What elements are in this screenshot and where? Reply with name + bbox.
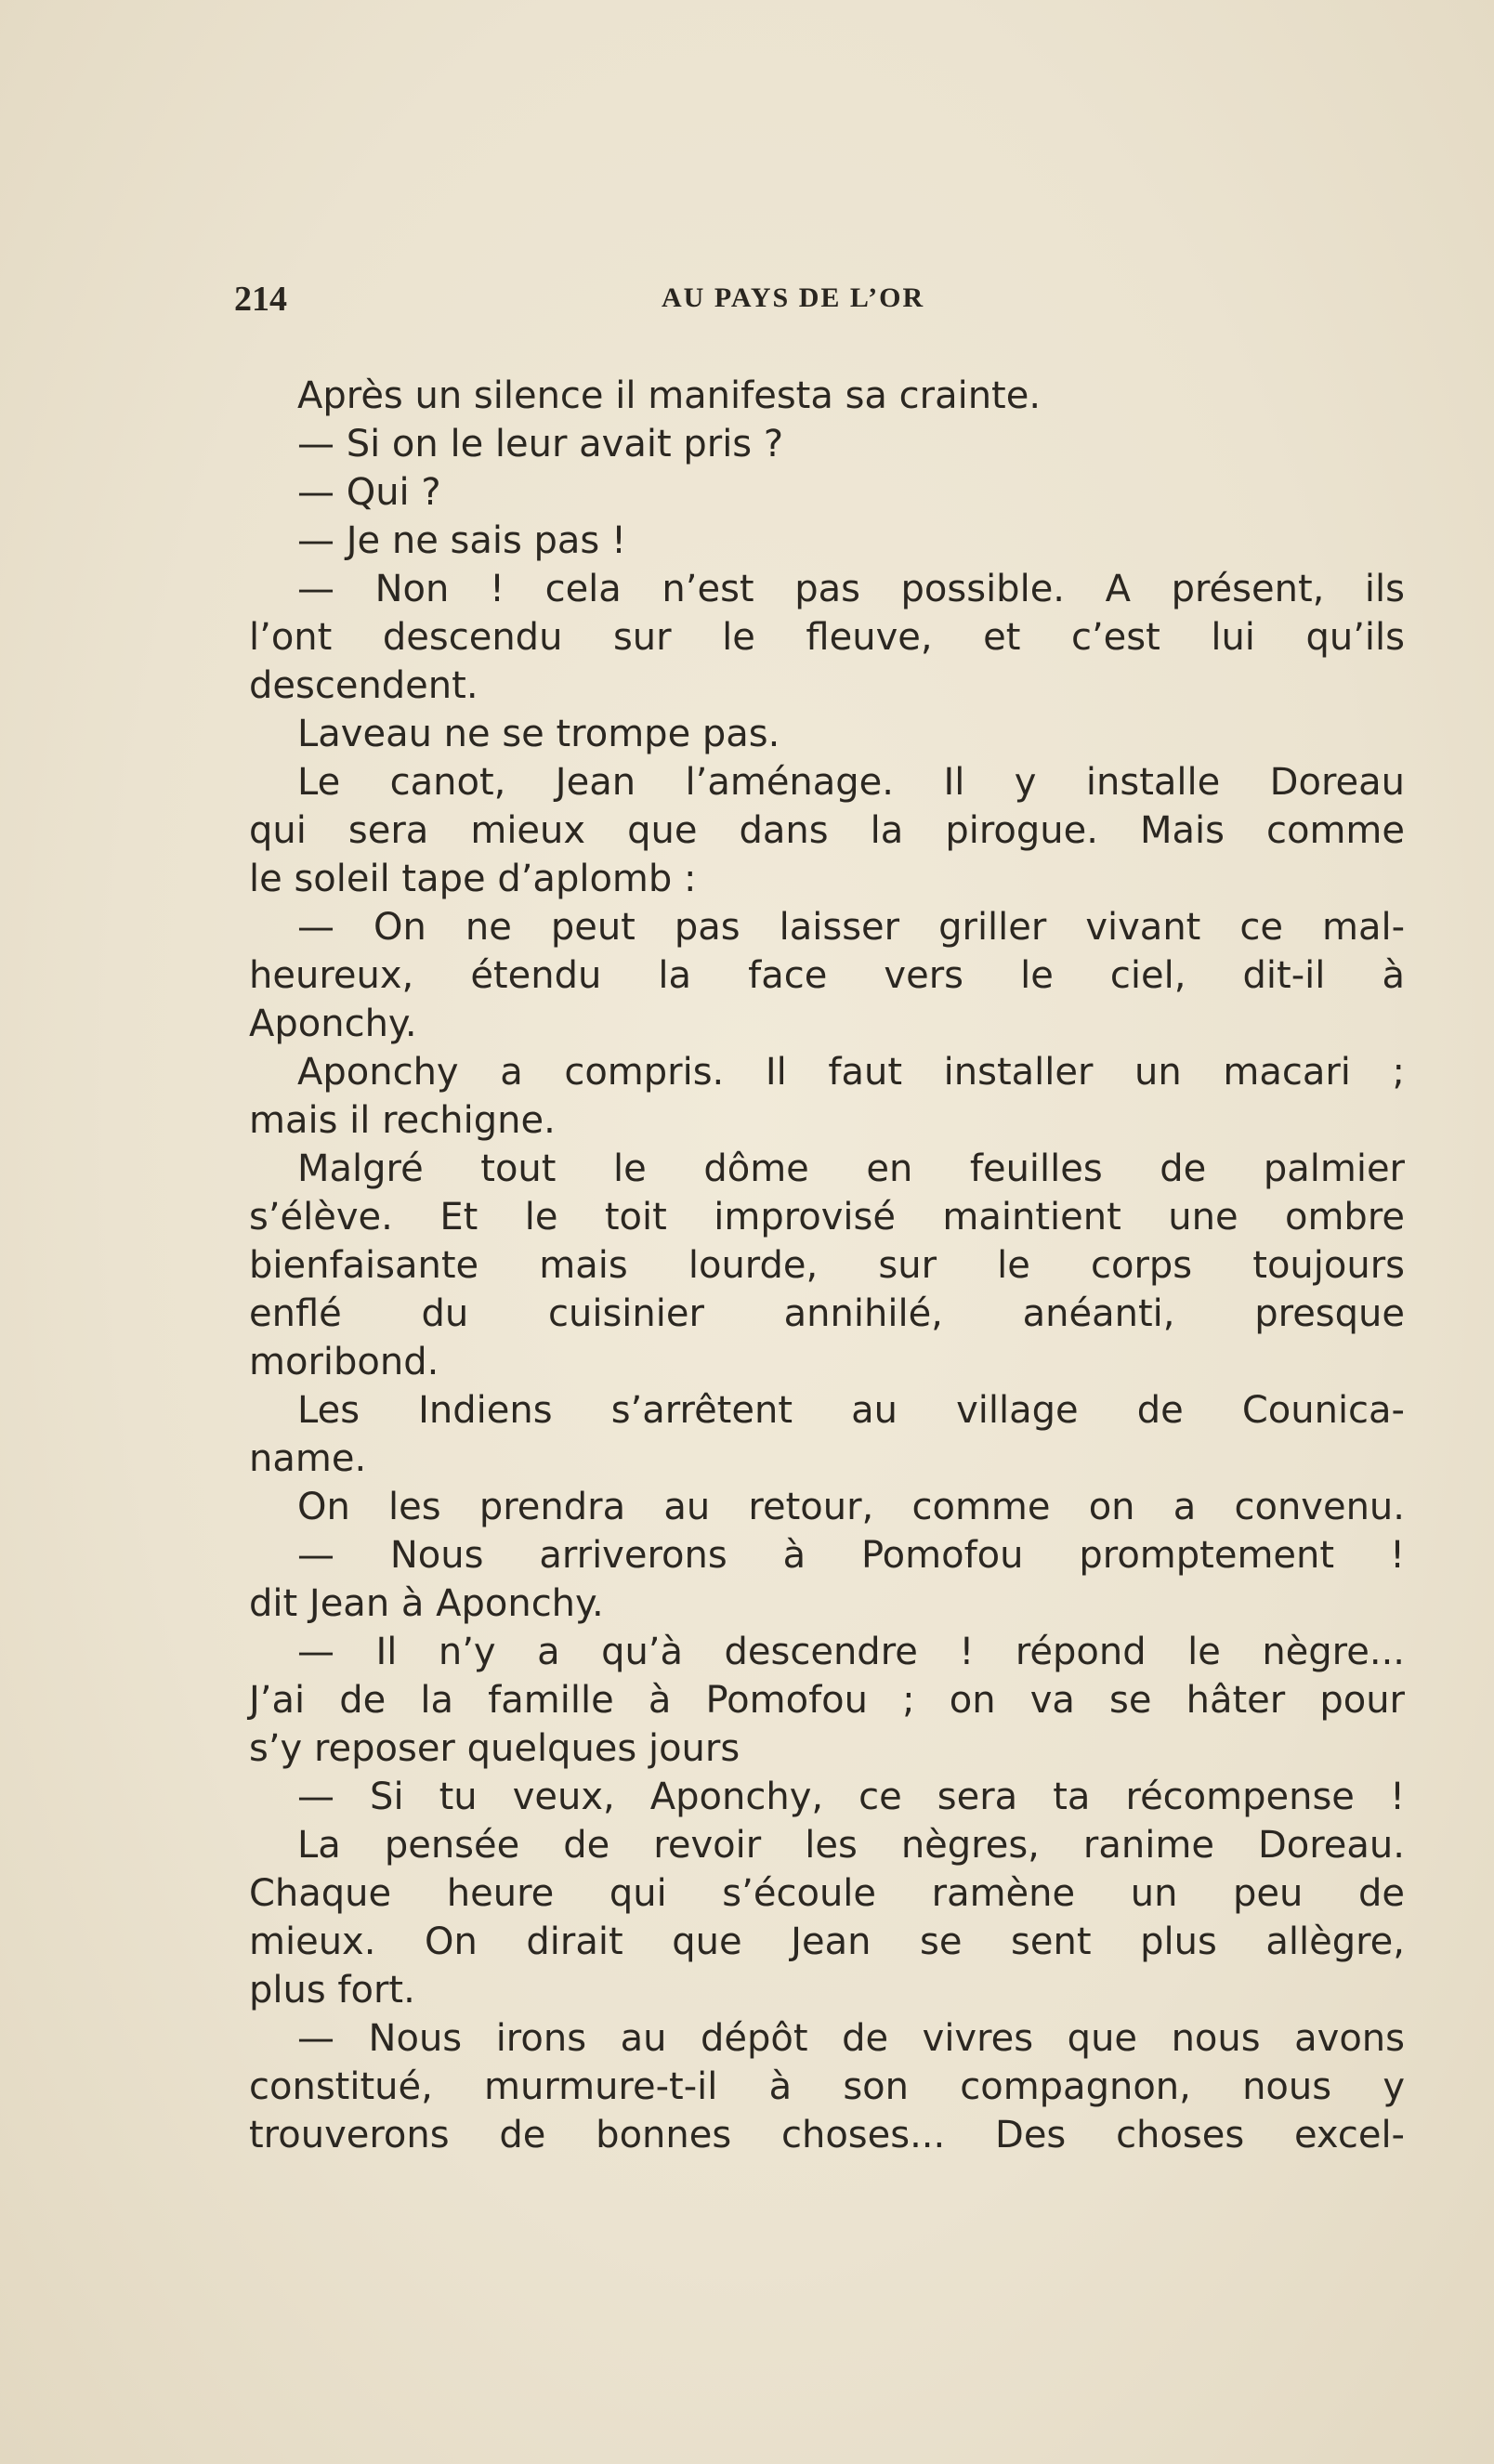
page-header [234,279,1414,325]
body-text [249,372,1405,2159]
text-line: — Nous irons au dépôt de vivres que nous avons [297,2017,1405,2060]
text-line: — Si tu veux, Aponchy, ce sera ta récompense ! [297,1776,1405,1818]
page-number: 214 [234,280,287,319]
text-line: — Non ! cela n’est pas possible. A présent, ils [297,568,1405,610]
text-line: Aponchy a compris. Il faut installer un macari ; [297,1051,1405,1094]
text-line: — Si on le leur avait pris ? [297,423,784,465]
text-line: — Nous arriverons à Pomofou promptement ! [297,1534,1405,1577]
running-title: AU PAYS DE L’OR [662,282,925,313]
text-line: constitué, murmure-t-il à son compagnon, nous y [249,2065,1405,2108]
text-line: mieux. On dirait que Jean se sent plus allègre, [249,1920,1405,1963]
text-line: Laveau ne se trompe pas. [297,713,780,755]
text-line: heureux, étendu la face vers le ciel, dit-il à [249,954,1405,997]
text-line: — Qui ? [297,471,441,514]
text-line: Chaque heure qui s’écoule ramène un peu de [249,1872,1405,1915]
text-line: Le canot, Jean l’aménage. Il y installe Doreau [297,761,1405,804]
text-line: descendent. [249,664,478,707]
text-line: name. [249,1437,367,1480]
text-line: moribond. [249,1341,439,1383]
text-line: qui sera mieux que dans la pirogue. Mais comme [249,809,1405,852]
text-line: dit Jean à Aponchy. [249,1582,604,1625]
text-line: enflé du cuisinier annihilé, anéanti, presque [249,1292,1405,1335]
text-line: le soleil tape d’aplomb : [249,858,697,900]
text-line: Les Indiens s’arrêtent au village de Counica- [297,1389,1405,1432]
text-line: s’y reposer quelques jours [249,1727,740,1770]
text-line: l’ont descendu sur le fleuve, et c’est lui qu’ils [249,616,1405,659]
text-line: trouverons de bonnes choses... Des choses excel- [249,2114,1405,2156]
text-line: Après un silence il manifesta sa crainte. [297,374,1042,417]
text-line: mais il rechigne. [249,1099,556,1142]
text-line: s’élève. Et le toit improvisé maintient une ombre [249,1196,1405,1239]
text-line: — Il n’y a qu’à descendre ! répond le nègre... [297,1631,1405,1673]
text-line: Aponchy. [249,1003,417,1045]
text-line: — On ne peut pas laisser griller vivant ce mal- [297,906,1405,949]
text-line: Malgré tout le dôme en feuilles de palmier [297,1147,1405,1190]
text-line: — Je ne sais pas ! [297,519,627,562]
text-line: On les prendra au retour, comme on a convenu. [297,1486,1405,1528]
text-line: bienfaisante mais lourde, sur le corps toujours [249,1244,1405,1287]
text-line: J’ai de la famille à Pomofou ; on va se hâter pour [249,1679,1405,1722]
text-line: plus fort. [249,1969,415,2012]
text-line: La pensée de revoir les nègres, ranime Doreau. [297,1824,1405,1867]
